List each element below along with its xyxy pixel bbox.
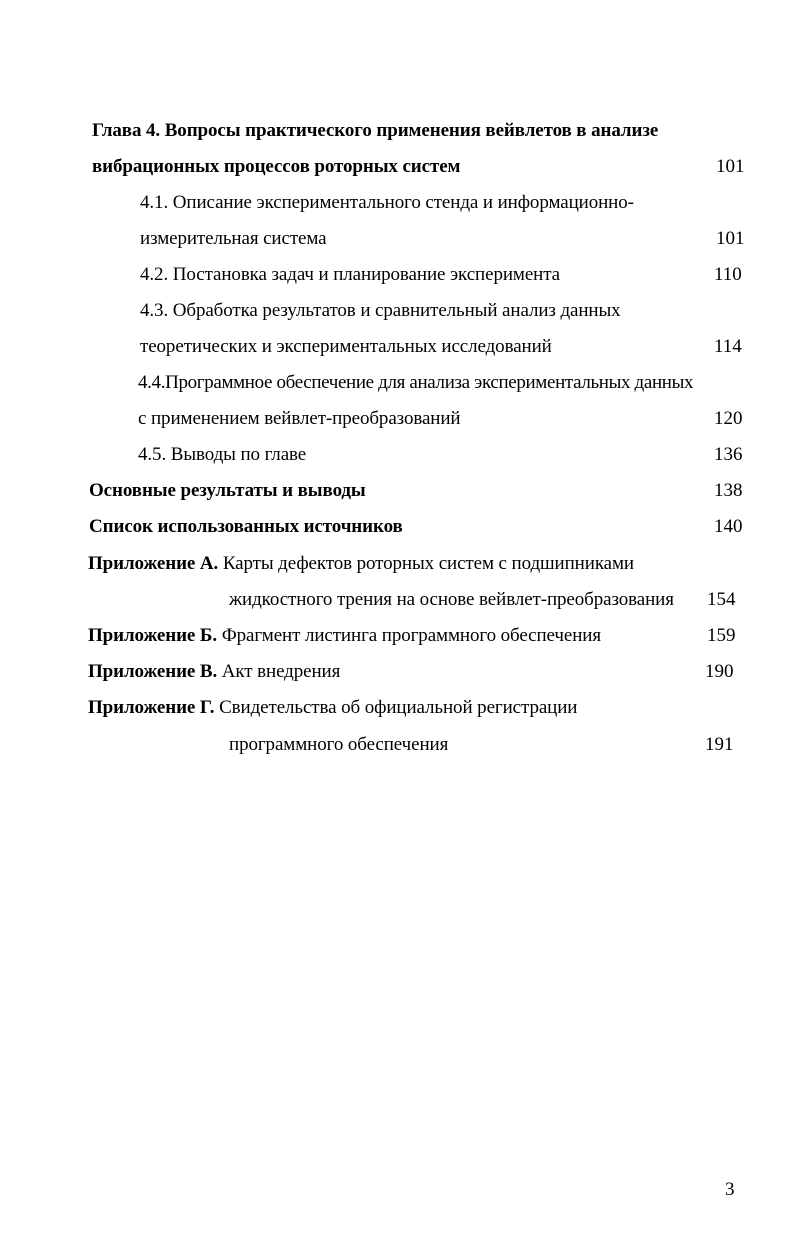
toc-appendix-b-line1 xyxy=(88,624,601,648)
toc-s4-4-page: 120 xyxy=(714,408,743,429)
toc-s4-2-page: 110 xyxy=(714,264,742,285)
toc-s4-4-line2: с применением вейвлет-преобразований xyxy=(138,408,461,429)
toc-appendix-b-label: Приложение Б. xyxy=(88,625,218,646)
toc-references-page: 140 xyxy=(714,516,743,537)
toc-s4-5-line1: 4.5. Выводы по главе xyxy=(138,444,307,465)
toc-appendix-g-line1 xyxy=(88,696,577,720)
toc-appendix-g-title-line1: Свидетельства об официальной регистрации xyxy=(219,697,578,718)
toc-appendix-g-label: Приложение Г. xyxy=(88,697,215,718)
toc-appendix-b-page: 159 xyxy=(707,625,736,646)
toc-appendix-a-title-line1: Карты дефектов роторных систем с подшипниками xyxy=(222,553,634,574)
toc-s4-1-line1: 4.1. Описание экспериментального стенда и информационно- xyxy=(140,192,634,213)
toc-appendix-g-page: 191 xyxy=(705,734,734,755)
toc-chapter4-label: Глава 4. xyxy=(92,120,161,141)
toc-appendix-v-page: 190 xyxy=(705,661,734,682)
toc-s4-3-line2: теоретических и экспериментальных исследований xyxy=(140,336,552,357)
toc-chapter4-title-line2: вибрационных процессов роторных систем xyxy=(92,156,461,177)
toc-results-title: Основные результаты и выводы xyxy=(89,480,366,501)
toc-appendix-v-line1 xyxy=(88,660,340,684)
toc-appendix-a-page: 154 xyxy=(707,589,736,610)
toc-appendix-a-line1 xyxy=(88,552,634,576)
toc-s4-1-page: 101 xyxy=(716,228,745,249)
toc-appendix-v-title-line1: Акт внедрения xyxy=(221,661,341,682)
toc-s4-3-line1: 4.3. Обработка результатов и сравнительный анализ данных xyxy=(140,300,621,321)
toc-results-page: 138 xyxy=(714,480,743,501)
toc-references-title: Список использованных источников xyxy=(89,516,403,537)
toc-appendix-a-label: Приложение А. xyxy=(88,553,219,574)
toc-s4-4-line1: 4.4.Программное обеспечение для анализа экспериментальных данных xyxy=(138,372,694,393)
toc-s4-5-page: 136 xyxy=(714,444,743,465)
page-number: 3 xyxy=(725,1179,735,1200)
toc-appendix-g-line2: программного обеспечения xyxy=(229,734,449,755)
toc-appendix-v-label: Приложение В. xyxy=(88,661,218,682)
toc-chapter4-page: 101 xyxy=(716,156,745,177)
toc-chapter4-line1 xyxy=(92,119,658,143)
toc-s4-3-page: 114 xyxy=(714,336,742,357)
toc-s4-2-line1: 4.2. Постановка задач и планирование эксперимента xyxy=(140,264,561,285)
toc-s4-1-line2: измерительная система xyxy=(140,228,327,249)
toc-chapter4-title-line1: Вопросы практического применения вейвлетов в анализе xyxy=(164,120,659,141)
toc-appendix-a-line2: жидкостного трения на основе вейвлет-преобразования xyxy=(229,589,674,610)
toc-appendix-b-title-line1: Фрагмент листинга программного обеспечения xyxy=(221,625,601,646)
